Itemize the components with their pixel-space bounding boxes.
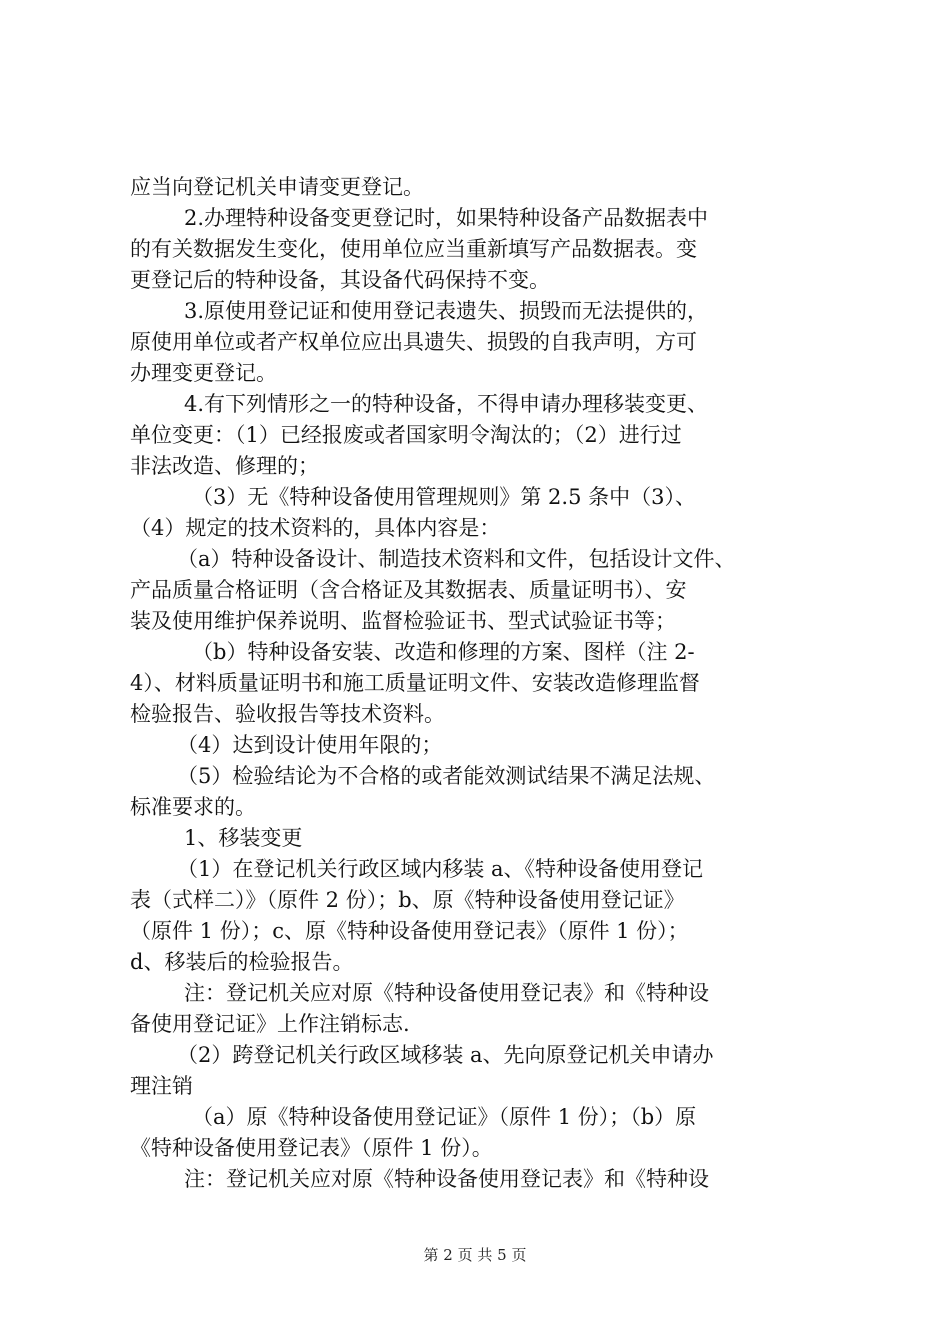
- text-line: （1）在登记机关行政区域内移装 a、《特种设备使用登记: [177, 857, 704, 881]
- text-line: 标准要求的。: [130, 795, 256, 819]
- text-line: 2.办理特种设备变更登记时，如果特种设备产品数据表中: [184, 206, 709, 230]
- text-line: 更登记后的特种设备，其设备代码保持不变。: [130, 268, 550, 292]
- text-line: 办理变更登记。: [130, 361, 277, 385]
- text-line: 检验报告、验收报告等技术资料。: [130, 702, 445, 726]
- text-line: （a）特种设备设计、制造技术资料和文件，包括设计文件、: [177, 547, 736, 571]
- text-line: 原使用单位或者产权单位应出具遗失、损毁的自我声明，方可: [130, 330, 697, 354]
- text-line: 3.原使用登记证和使用登记表遗失、损毁而无法提供的，: [184, 299, 709, 323]
- text-line: （2）跨登记机关行政区域移装 a、先向原登记机关申请办: [177, 1043, 714, 1067]
- text-line: 备使用登记证》上作注销标志.: [130, 1012, 410, 1036]
- text-line: 装及使用维护保养说明、监督检验证书、型式试验证书等；: [130, 609, 676, 633]
- text-line: 注：登记机关应对原《特种设备使用登记表》和《特种设: [184, 1167, 709, 1191]
- text-line: 的有关数据发生变化，使用单位应当重新填写产品数据表。变: [130, 237, 697, 261]
- text-line: 注：登记机关应对原《特种设备使用登记表》和《特种设: [184, 981, 709, 1005]
- text-line: 应当向登记机关申请变更登记。: [130, 175, 424, 199]
- text-line: 非法改造、修理的；: [130, 454, 319, 478]
- text-line: 《特种设备使用登记表》（原件 1 份）。: [130, 1136, 493, 1160]
- text-line: （a）原《特种设备使用登记证》（原件 1 份）；（b）原: [192, 1105, 697, 1129]
- text-line: 单位变更：（1）已经报废或者国家明令淘汰的；（2）进行过: [130, 423, 682, 447]
- text-line: （3）无《特种设备使用管理规则》第 2.5 条中（3）、: [192, 485, 696, 509]
- text-line: 4.有下列情形之一的特种设备，不得申请办理移装变更、: [184, 392, 709, 416]
- text-line: 4）、材料质量证明书和施工质量证明文件、安装改造修理监督: [130, 671, 700, 695]
- text-line: 产品质量合格证明（含合格证及其数据表、质量证明书）、安: [130, 578, 687, 602]
- text-line: （4）达到设计使用年限的；: [177, 733, 443, 757]
- text-line: 表（式样二）》（原件 2 份）；b、原《特种设备使用登记证》: [130, 888, 685, 912]
- text-line: 理注销: [130, 1074, 193, 1098]
- text-line: （原件 1 份）；c、原《特种设备使用登记表》（原件 1 份）；: [130, 919, 689, 943]
- text-line: d、移装后的检验报告。: [130, 950, 354, 974]
- text-line: （5）检验结论为不合格的或者能效测试结果不满足法规、: [177, 764, 716, 788]
- page-number-footer: 第 2 页 共 5 页: [423, 1246, 527, 1264]
- text-line: 1、移装变更: [184, 826, 303, 850]
- text-line: （b）特种设备安装、改造和修理的方案、图样（注 2-: [192, 640, 695, 664]
- document-body: [130, 172, 830, 1195]
- text-line: （4）规定的技术资料的，具体内容是：: [130, 516, 501, 540]
